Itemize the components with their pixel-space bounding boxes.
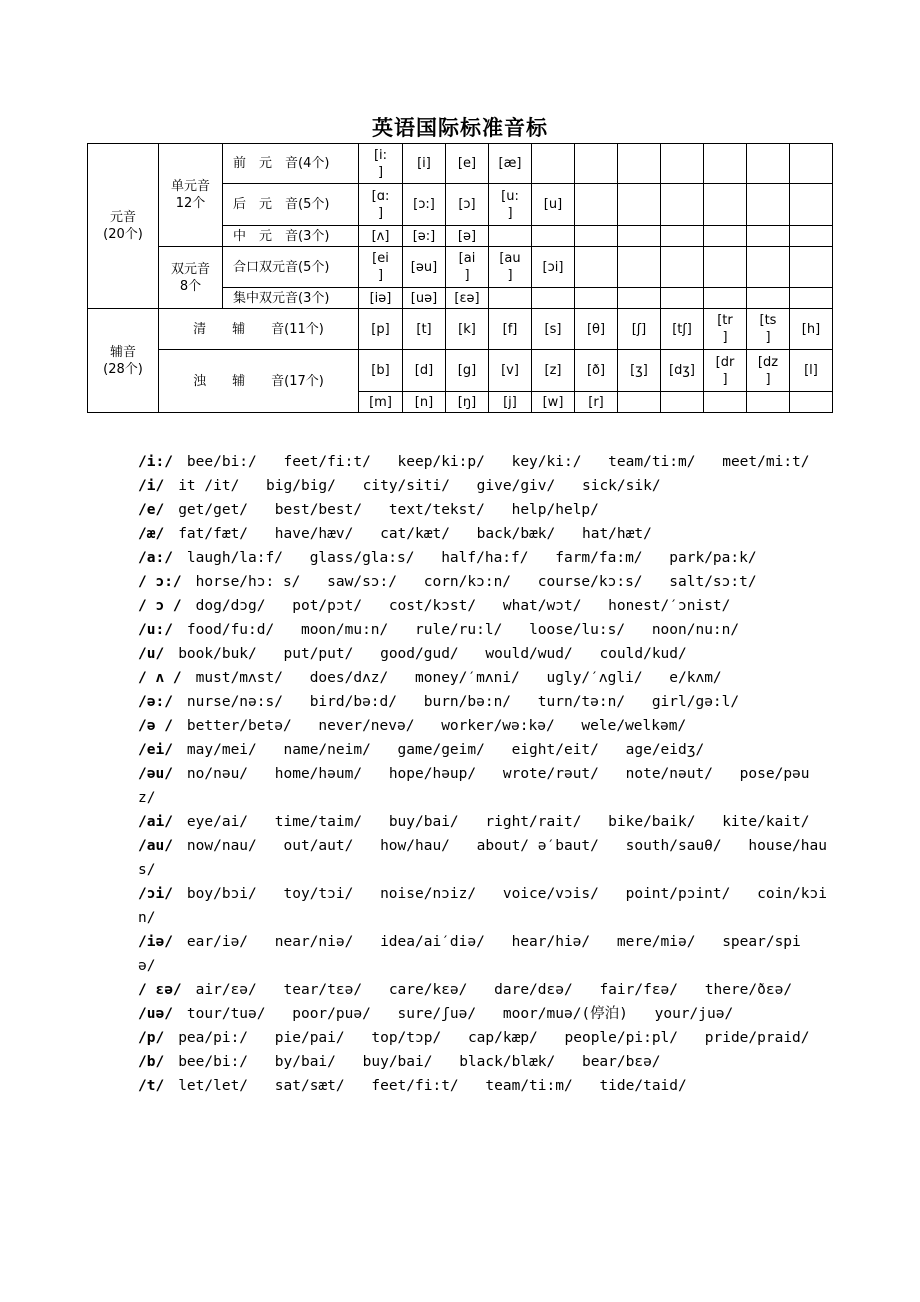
example-word: your/juə/ bbox=[654, 1006, 734, 1022]
example-word: girl/gə:l/ bbox=[651, 694, 740, 710]
example-word: toy/tɔi/ bbox=[283, 886, 354, 902]
example-word: ear/iə/ bbox=[186, 934, 249, 950]
ipa-symbol-cell: [i] bbox=[403, 144, 446, 184]
ipa-symbol-cell bbox=[747, 392, 790, 413]
ipa-symbol-cell bbox=[747, 226, 790, 247]
ipa-symbol-cell: [i: ] bbox=[359, 144, 403, 184]
example-word: name/neim/ bbox=[283, 742, 371, 758]
phonetic-symbol: /t/ bbox=[138, 1078, 165, 1094]
phonetic-symbol: /u/ bbox=[138, 646, 165, 662]
phonetic-entry bbox=[138, 1026, 828, 1050]
example-word: fat/fæt/ bbox=[178, 526, 249, 542]
phonetic-symbol: /u:/ bbox=[138, 622, 173, 638]
example-word: idea/ai′diə/ bbox=[380, 934, 485, 950]
example-word: poor/puə/ bbox=[292, 1006, 371, 1022]
phonetic-entry bbox=[138, 570, 828, 594]
ipa-symbol-cell bbox=[704, 247, 747, 288]
phonetic-entry bbox=[138, 714, 828, 738]
example-word: better/betə/ bbox=[186, 718, 292, 734]
example-word: noon/nu:n/ bbox=[651, 622, 740, 638]
example-word: age/eidʒ/ bbox=[625, 742, 705, 758]
ipa-symbol-cell bbox=[790, 144, 833, 184]
example-word: moon/mu:n/ bbox=[300, 622, 389, 638]
example-word: worker/wə:kə/ bbox=[441, 718, 555, 734]
example-word: horse/hɔ: s/ bbox=[195, 574, 301, 590]
example-word: hear/hiə/ bbox=[511, 934, 591, 950]
ipa-symbol-cell bbox=[575, 144, 618, 184]
ipa-symbol-cell bbox=[575, 247, 618, 288]
example-word: good/gud/ bbox=[380, 646, 459, 662]
ipa-symbol-cell: [au ] bbox=[489, 247, 532, 288]
example-word: hat/hæt/ bbox=[581, 526, 652, 542]
example-word: air/εə/ bbox=[195, 982, 257, 998]
ipa-symbol-cell: [b] bbox=[359, 350, 403, 392]
example-word: black/blæk/ bbox=[459, 1054, 556, 1070]
ipa-symbol-cell: [ɑ: ] bbox=[359, 184, 403, 226]
vowel-row-label: 前 元 音(4个) bbox=[223, 144, 359, 184]
ipa-symbol-cell bbox=[790, 247, 833, 288]
ipa-symbol-cell bbox=[790, 184, 833, 226]
example-word: what/wɔt/ bbox=[502, 598, 582, 614]
example-word: sure/ʃuə/ bbox=[397, 1006, 477, 1022]
phonetic-entry bbox=[138, 810, 828, 834]
phonetic-entry bbox=[138, 618, 828, 642]
ipa-symbol-cell: [ɔ] bbox=[446, 184, 489, 226]
example-word: help/help/ bbox=[511, 502, 599, 518]
phonetic-symbol: /i/ bbox=[138, 478, 165, 494]
ipa-symbol-cell: [dz ] bbox=[747, 350, 790, 392]
ipa-symbol-cell bbox=[661, 288, 704, 309]
phonetic-symbol: /e/ bbox=[138, 502, 165, 518]
monophthong-category: 单元音 12个 bbox=[159, 144, 223, 247]
example-word: there/ðεə/ bbox=[704, 982, 793, 998]
ipa-symbol-cell: [ɔi] bbox=[532, 247, 575, 288]
ipa-symbol-cell bbox=[532, 144, 575, 184]
ipa-symbol-cell: [εə] bbox=[446, 288, 489, 309]
phonetic-example-list bbox=[138, 450, 828, 1098]
ipa-symbol-cell bbox=[532, 226, 575, 247]
ipa-symbol-cell: [ə:] bbox=[403, 226, 446, 247]
example-word: corn/kɔ:n/ bbox=[423, 574, 512, 590]
phonetic-symbol: / ɔ / bbox=[138, 598, 182, 614]
example-word: farm/fa:m/ bbox=[555, 550, 643, 566]
phonetic-symbol: /ai/ bbox=[138, 814, 173, 830]
example-word: point/pɔint/ bbox=[625, 886, 731, 902]
example-word: buy/bai/ bbox=[388, 814, 459, 830]
example-word: voice/vɔis/ bbox=[502, 886, 599, 902]
example-word: park/pa:k/ bbox=[669, 550, 757, 566]
ipa-symbol-cell: [ts ] bbox=[747, 309, 790, 350]
ipa-symbol-cell bbox=[704, 184, 747, 226]
diphthong-row-label: 集中双元音(3个) bbox=[223, 288, 359, 309]
ipa-symbol-cell bbox=[704, 226, 747, 247]
ipa-symbol-cell: [r] bbox=[575, 392, 618, 413]
phonetic-symbol: /ə / bbox=[138, 718, 173, 734]
example-word: never/nevə/ bbox=[318, 718, 415, 734]
example-word: noise/nɔiz/ bbox=[380, 886, 477, 902]
example-word: how/hau/ bbox=[380, 838, 450, 854]
example-word: coin/kɔin/ bbox=[138, 886, 827, 926]
ipa-symbol-cell: [iə] bbox=[359, 288, 403, 309]
diphthong-row-label: 合口双元音(5个) bbox=[223, 247, 359, 288]
ipa-symbol-cell: [ei ] bbox=[359, 247, 403, 288]
vowel-row-label: 后 元 音(5个) bbox=[223, 184, 359, 226]
ipa-symbol-cell: [dr ] bbox=[704, 350, 747, 392]
ipa-symbol-cell: [w] bbox=[532, 392, 575, 413]
example-word: kite/kait/ bbox=[722, 814, 810, 830]
phonetic-entry bbox=[138, 882, 828, 930]
phonetic-entry bbox=[138, 450, 828, 474]
example-word: loose/lu:s/ bbox=[529, 622, 626, 638]
ipa-symbol-cell: [v] bbox=[489, 350, 532, 392]
ipa-symbol-cell: [m] bbox=[359, 392, 403, 413]
example-word: meet/mi:t/ bbox=[722, 454, 810, 470]
ipa-symbol-cell: [ai ] bbox=[446, 247, 489, 288]
example-word: tide/taid/ bbox=[599, 1078, 687, 1094]
example-word: bee/bi:/ bbox=[178, 1054, 249, 1070]
ipa-symbol-cell: [j] bbox=[489, 392, 532, 413]
ipa-symbol-cell: [l] bbox=[790, 350, 833, 392]
example-word: half/ha:f/ bbox=[441, 550, 529, 566]
example-word: keep/ki:p/ bbox=[397, 454, 485, 470]
example-word: bike/baik/ bbox=[608, 814, 696, 830]
phonetic-symbol: /b/ bbox=[138, 1054, 165, 1070]
example-word: laugh/la:f/ bbox=[186, 550, 283, 566]
example-word: turn/tə:n/ bbox=[537, 694, 626, 710]
phonetic-symbol: /ɔi/ bbox=[138, 886, 173, 902]
example-word: right/rait/ bbox=[485, 814, 582, 830]
ipa-symbol-cell: [g] bbox=[446, 350, 489, 392]
diphthong-category: 双元音 8个 bbox=[159, 247, 223, 309]
example-word: text/tekst/ bbox=[388, 502, 485, 518]
ipa-symbol-cell bbox=[747, 247, 790, 288]
example-word: feet/fi:t/ bbox=[283, 454, 371, 470]
ipa-symbol-cell bbox=[747, 288, 790, 309]
phonetic-entry bbox=[138, 930, 828, 978]
example-word: cap/kæp/ bbox=[467, 1030, 538, 1046]
example-word: have/hæv/ bbox=[274, 526, 354, 542]
example-word: ugly/′ʌgli/ bbox=[546, 670, 643, 686]
example-word: could/kud/ bbox=[599, 646, 687, 662]
ipa-symbol-cell: [tʃ] bbox=[661, 309, 704, 350]
example-word: course/kɔ:s/ bbox=[537, 574, 643, 590]
vowels-category: 元音 (20个) bbox=[88, 144, 159, 309]
example-word: time/taim/ bbox=[274, 814, 363, 830]
phonetic-symbol: /p/ bbox=[138, 1030, 165, 1046]
ipa-symbol-cell: [e] bbox=[446, 144, 489, 184]
ipa-symbol-cell: [k] bbox=[446, 309, 489, 350]
phonetic-entry bbox=[138, 1002, 828, 1026]
phonetic-entry bbox=[138, 522, 828, 546]
phonetic-symbol: /a:/ bbox=[138, 550, 173, 566]
phonetic-symbol: /iə/ bbox=[138, 934, 173, 950]
example-word: spear/spiə/ bbox=[138, 934, 801, 974]
example-word: home/həum/ bbox=[274, 766, 363, 782]
phonetic-symbol: /uə/ bbox=[138, 1006, 173, 1022]
example-word: eight/eit/ bbox=[511, 742, 599, 758]
example-word: now/nau/ bbox=[186, 838, 257, 854]
ipa-symbol-cell: [f] bbox=[489, 309, 532, 350]
phonetic-symbol: /əu/ bbox=[138, 766, 173, 782]
phonetic-entry bbox=[138, 738, 828, 762]
phonetic-symbol: /ə:/ bbox=[138, 694, 173, 710]
example-word: south/sauθ/ bbox=[625, 838, 722, 854]
example-word: best/best/ bbox=[274, 502, 363, 518]
ipa-symbol-cell bbox=[661, 184, 704, 226]
ipa-symbol-cell: [uə] bbox=[403, 288, 446, 309]
ipa-symbol-cell: [s] bbox=[532, 309, 575, 350]
example-word: pot/pɔt/ bbox=[292, 598, 363, 614]
example-word: glass/gla:s/ bbox=[309, 550, 415, 566]
phonetic-symbol: /ei/ bbox=[138, 742, 173, 758]
voiced-row-label: 浊 辅 音(17个) bbox=[159, 350, 359, 413]
ipa-symbol-cell bbox=[618, 288, 661, 309]
phonetic-symbol: / ʌ / bbox=[138, 670, 182, 686]
ipa-symbol-cell bbox=[661, 144, 704, 184]
ipa-symbol-cell: [θ] bbox=[575, 309, 618, 350]
ipa-symbol-cell bbox=[532, 288, 575, 309]
ipa-symbol-cell: [əu] bbox=[403, 247, 446, 288]
example-word: team/ti:m/ bbox=[485, 1078, 573, 1094]
example-word: salt/sɔ:t/ bbox=[669, 574, 757, 590]
example-word: no/nəu/ bbox=[186, 766, 249, 782]
ipa-symbol-cell bbox=[661, 247, 704, 288]
ipa-symbol-cell bbox=[704, 288, 747, 309]
example-word: cat/kæt/ bbox=[380, 526, 450, 542]
example-word: would/wud/ bbox=[485, 646, 573, 662]
example-word: does/dʌz/ bbox=[309, 670, 389, 686]
ipa-symbol-cell: [ŋ] bbox=[446, 392, 489, 413]
ipa-symbol-cell: [ʒ] bbox=[618, 350, 661, 392]
ipa-symbol-cell bbox=[618, 226, 661, 247]
example-word: must/mʌst/ bbox=[195, 670, 283, 686]
ipa-symbol-cell bbox=[661, 392, 704, 413]
example-word: moor/muə/(停泊) bbox=[502, 1006, 628, 1022]
example-word: by/bai/ bbox=[274, 1054, 336, 1070]
consonants-category: 辅音 (28个) bbox=[88, 309, 159, 413]
example-word: put/put/ bbox=[283, 646, 354, 662]
ipa-symbol-cell bbox=[704, 392, 747, 413]
ipa-symbol-cell bbox=[747, 184, 790, 226]
example-word: near/niə/ bbox=[274, 934, 354, 950]
ipa-symbol-cell bbox=[575, 226, 618, 247]
example-word: bird/bə:d/ bbox=[309, 694, 397, 710]
example-word: nurse/nə:s/ bbox=[186, 694, 283, 710]
phonetic-symbol: / εə/ bbox=[138, 982, 182, 998]
phonetic-entry bbox=[138, 762, 828, 810]
example-word: out/aut/ bbox=[283, 838, 354, 854]
phonetic-entry bbox=[138, 642, 828, 666]
phonetic-symbol: /æ/ bbox=[138, 526, 165, 542]
example-word: food/fu:d/ bbox=[186, 622, 275, 638]
example-word: get/get/ bbox=[178, 502, 249, 518]
phonetic-entry bbox=[138, 1074, 828, 1098]
vowel-row-label: 中 元 音(3个) bbox=[223, 226, 359, 247]
example-word: tour/tuə/ bbox=[186, 1006, 266, 1022]
example-word: cost/kɔst/ bbox=[388, 598, 477, 614]
ipa-symbol-cell bbox=[618, 144, 661, 184]
ipa-symbol-cell: [n] bbox=[403, 392, 446, 413]
example-word: people/pi:pl/ bbox=[564, 1030, 679, 1046]
example-word: wrote/rəut/ bbox=[502, 766, 599, 782]
example-word: money/′mʌni/ bbox=[415, 670, 520, 686]
ipa-symbol-cell bbox=[575, 288, 618, 309]
ipa-symbol-cell: [h] bbox=[790, 309, 833, 350]
example-word: may/mei/ bbox=[186, 742, 257, 758]
example-word: bee/bi:/ bbox=[186, 454, 257, 470]
example-word: burn/bə:n/ bbox=[423, 694, 512, 710]
phonetic-entry bbox=[138, 978, 828, 1002]
phonetic-symbol: / ɔ:/ bbox=[138, 574, 182, 590]
ipa-symbol-cell: [ʌ] bbox=[359, 226, 403, 247]
ipa-symbol-cell: [p] bbox=[359, 309, 403, 350]
example-word: fair/fεə/ bbox=[599, 982, 679, 998]
example-word: eye/ai/ bbox=[186, 814, 249, 830]
example-word: e/kʌm/ bbox=[669, 670, 722, 686]
phonetic-entry bbox=[138, 666, 828, 690]
example-word: pride/praid/ bbox=[704, 1030, 810, 1046]
example-word: pea/pi:/ bbox=[178, 1030, 249, 1046]
example-word: back/bæk/ bbox=[476, 526, 556, 542]
phonetic-entry bbox=[138, 594, 828, 618]
example-word: wele/welkəm/ bbox=[581, 718, 687, 734]
ipa-symbol-cell bbox=[704, 144, 747, 184]
example-word: buy/bai/ bbox=[362, 1054, 433, 1070]
ipa-symbol-cell bbox=[489, 288, 532, 309]
example-word: care/kεə/ bbox=[388, 982, 468, 998]
example-word: hope/həup/ bbox=[388, 766, 477, 782]
example-word: bear/bεə/ bbox=[581, 1054, 661, 1070]
ipa-symbol-cell bbox=[618, 247, 661, 288]
example-word: feet/fi:t/ bbox=[371, 1078, 459, 1094]
example-word: house/haus/ bbox=[138, 838, 827, 878]
ipa-symbol-cell bbox=[790, 392, 833, 413]
example-word: pie/pai/ bbox=[274, 1030, 345, 1046]
example-word: city/siti/ bbox=[362, 478, 450, 494]
example-word: honest/′ɔnist/ bbox=[608, 598, 731, 614]
page-title: 英语国际标准音标 bbox=[372, 115, 548, 140]
example-word: team/ti:m/ bbox=[608, 454, 696, 470]
voiceless-row-label: 清 辅 音(11个) bbox=[159, 309, 359, 350]
ipa-symbol-cell: [u] bbox=[532, 184, 575, 226]
example-word: sick/sik/ bbox=[581, 478, 661, 494]
example-word: give/giv/ bbox=[476, 478, 556, 494]
ipa-symbol-cell bbox=[661, 226, 704, 247]
ipa-symbol-cell: [ə] bbox=[446, 226, 489, 247]
phonetic-symbol: /au/ bbox=[138, 838, 173, 854]
ipa-symbol-cell: [d] bbox=[403, 350, 446, 392]
ipa-symbol-cell bbox=[489, 226, 532, 247]
phonetic-entry bbox=[138, 834, 828, 882]
ipa-symbol-cell bbox=[747, 144, 790, 184]
phonetic-entry bbox=[138, 546, 828, 570]
example-word: big/big/ bbox=[266, 478, 336, 494]
ipa-symbol-cell: [u: ] bbox=[489, 184, 532, 226]
ipa-symbol-cell: [z] bbox=[532, 350, 575, 392]
phonetic-entry bbox=[138, 1050, 828, 1074]
example-word: key/ki:/ bbox=[511, 454, 582, 470]
example-word: saw/sɔ:/ bbox=[327, 574, 397, 590]
example-word: boy/bɔi/ bbox=[186, 886, 257, 902]
example-word: dare/dεə/ bbox=[494, 982, 573, 998]
ipa-symbol-cell: [æ] bbox=[489, 144, 532, 184]
phonetic-entry bbox=[138, 474, 828, 498]
example-word: rule/ru:l/ bbox=[415, 622, 503, 638]
phonetic-symbol: /i:/ bbox=[138, 454, 173, 470]
ipa-symbol-cell bbox=[790, 288, 833, 309]
example-word: let/let/ bbox=[178, 1078, 249, 1094]
ipa-symbol-cell: [ʃ] bbox=[618, 309, 661, 350]
ipa-symbol-cell: [t] bbox=[403, 309, 446, 350]
phonetic-entry bbox=[138, 690, 828, 714]
ipa-symbol-cell bbox=[618, 184, 661, 226]
ipa-symbol-cell: [ð] bbox=[575, 350, 618, 392]
example-word: about/ ə′baut/ bbox=[476, 838, 599, 854]
ipa-symbol-cell bbox=[790, 226, 833, 247]
example-word: dog/dɔg/ bbox=[195, 598, 266, 614]
example-word: mere/miə/ bbox=[616, 934, 696, 950]
example-word: sat/sæt/ bbox=[274, 1078, 345, 1094]
example-word: tear/tεə/ bbox=[283, 982, 363, 998]
ipa-symbol-cell bbox=[575, 184, 618, 226]
ipa-symbol-cell: [dʒ] bbox=[661, 350, 704, 392]
ipa-chart-table bbox=[87, 143, 833, 413]
example-word: note/nəut/ bbox=[625, 766, 713, 782]
ipa-symbol-cell bbox=[618, 392, 661, 413]
example-word: pose/pəuz/ bbox=[138, 766, 810, 806]
ipa-symbol-cell: [tr ] bbox=[704, 309, 747, 350]
example-word: game/geim/ bbox=[397, 742, 485, 758]
phonetic-entry bbox=[138, 498, 828, 522]
example-word: it /it/ bbox=[178, 478, 240, 494]
example-word: book/buk/ bbox=[178, 646, 257, 662]
example-word: top/tɔp/ bbox=[371, 1030, 442, 1046]
ipa-symbol-cell: [ɔ:] bbox=[403, 184, 446, 226]
